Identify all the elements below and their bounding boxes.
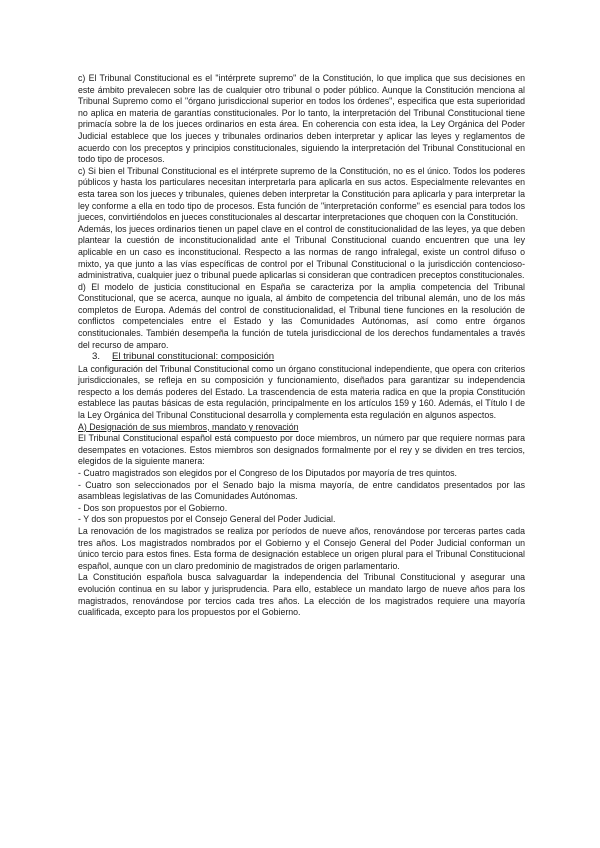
paragraph-ordinary-judges: Además, los jueces ordinarios tienen un papel clave en el control de constitucionalidad de las leyes, ya que deben plantear la cuestión de inconstitucionalidad ante el Tribunal Constitucional cuando encuentren que una ley aplicable en un caso es inconstitucional. Respecto a las normas de rango infralegal, existe un control difuso o mixto, ya que junto a las vías específicas de control por el Tribunal Constitucional o la jurisdicción contencioso-administrativa, cualquier juez o tribunal puede aplicarlas si consideran que contradicen preceptos constitucionales.	[78, 223, 525, 281]
section-title: El tribunal constitucional: composición	[112, 351, 275, 363]
list-item: - Cuatro son seleccionados por el Senado bajo la misma mayoría, de entre candidatos presentados por las asambleas legislativas de las Comunidades Autónomas.	[78, 479, 525, 502]
list-item: - Y dos son propuestos por el Consejo General del Poder Judicial.	[78, 514, 336, 525]
paragraph-c-not-only-interpreter: c) Si bien el Tribunal Constitucional es el intérprete supremo de la Constitución, no es el único. Todos los poderes públicos y hasta los particulares necesitan interpretarla para aplicarla en sus actos. Especialmente relevantes en esta tarea son los jueces y tribunales, quienes deben interpretar la Constitución para aplicarla y para interpretar la ley conforme a ella en todo tipo de procesos. Esta función de "interpretación conforme" es esencial para todos los jueces, convirtiéndolos en jueces constitucionales al descartar interpretaciones que choquen con la Constitución.	[78, 165, 525, 223]
paragraph-designation: El Tribunal Constitucional español está compuesto por doce miembros, un número par que requiere normas para desempates en votaciones. Estos miembros son designados formalmente por el rey y se dividen en tres tercios, elegidos de la siguiente manera:	[78, 433, 525, 467]
section-heading	[78, 351, 525, 363]
subheading-designation: A) Designación de sus miembros, mandato y renovación	[78, 421, 299, 432]
document-page	[78, 73, 525, 619]
section-number: 3.	[92, 351, 101, 363]
paragraph-d-spanish-model: d) El modelo de justicia constitucional en España se caracteriza por la amplia competencia del Tribunal Constitucional, que se acerca, aunque no iguala, al ámbito de competencia del tribunal alemán, uno de los más completos de Europa. Además del control de constitucionalidad, el Tribunal tiene funciones en la resolución de conflictos competenciales entre el Estado y las Comunidades Autónomas, así como entre órganos constitucionales. También desempeña la función de tutela jurisdiccional de los derechos fundamentales a través del recurso de amparo.	[78, 281, 525, 350]
list-item: - Cuatro magistrados son elegidos por el Congreso de los Diputados por mayoría de tres quintos.	[78, 468, 457, 478]
list-item: - Dos son propuestos por el Gobierno.	[78, 502, 228, 513]
paragraph-renewal: La renovación de los magistrados se realiza por períodos de nueve años, renovándose por terceras partes cada tres años. Los magistrados nombrados por el Gobierno y el Consejo General del Poder Judicial conforman un único tercio para estos fines. Esta forma de designación establece un origen plural para el Tribunal Constitucional español, aunque con un claro predominio de magistrados de origen parlamentario.	[78, 525, 525, 571]
paragraph-c-supreme-interpreter: c) El Tribunal Constitucional es el "intérprete supremo" de la Constitución, lo que implica que sus decisiones en este ámbito prevalecen sobre las de cualquier otro tribunal o poder público. Aunque la Constitución menciona al Tribunal Supremo como el "órgano jurisdiccional superior en todos los órdenes", especifica que esta superioridad no aplica en materia de garantías constitucionales. Por lo tanto, la interpretación del Tribunal Constitucional tiene primacía sobre la de los jueces ordinarios en esta área. En coherencia con esta idea, la Ley Orgánica del Poder Judicial establece que los jueces y tribunales ordinarios deben interpretar y aplicar las leyes y reglamentos de acuerdo con los preceptos y principios constitucionales, siguiendo la interpretación del Tribunal Constitucional en todo tipo de procesos.	[78, 73, 525, 165]
paragraph-independence: La Constitución española busca salvaguardar la independencia del Tribunal Constitucional y asegurar una evolución continua en su labor y jurisprudencia. Para ello, establece un mandato largo de nueve años para los magistrados, renovándose por tercios cada tres años. La elección de los magistrados requiere una mayoría cualificada, excepto para los propuestos por el Gobierno.	[78, 572, 525, 618]
paragraph-intro-composition: La configuración del Tribunal Constitucional como un órgano constitucional independiente, que opera con criterios jurisdiccionales, se refleja en su composición y funcionamiento, diseñados para garantizar su independencia respecto a los demás poderes del Estado. La trascendencia de esta materia radica en que la propia Constitución establece las pautas básicas de esta regulación, principalmente en los artículos 159 y 160. Además, el Título I de la Ley Orgánica del Tribunal Constitucional desarrolla y complementa esta regulación en algunos aspectos.	[78, 363, 525, 421]
